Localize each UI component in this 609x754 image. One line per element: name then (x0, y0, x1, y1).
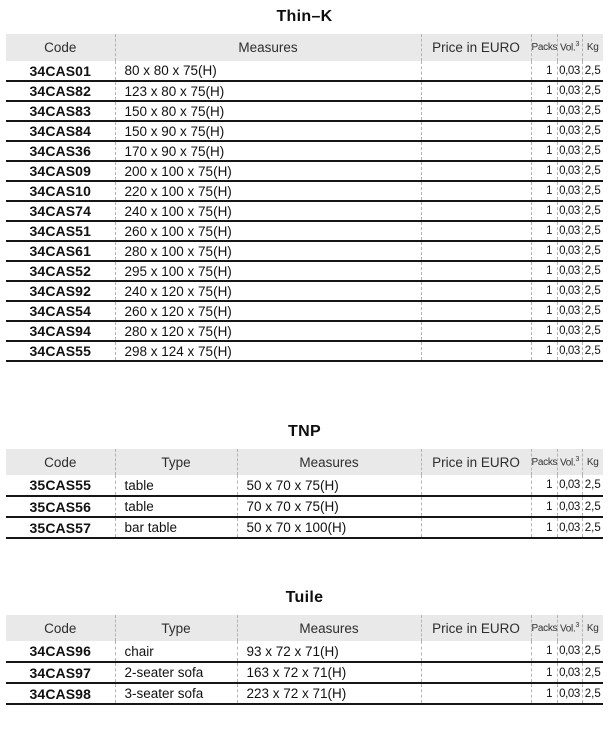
cell-vol: 0,03 (557, 201, 582, 221)
cell-type: chair (115, 641, 237, 662)
cell-measures: 220 x 100 x 75(H) (115, 181, 421, 201)
col-header-measures: Measures (115, 34, 421, 61)
cell-measures: 150 x 80 x 75(H) (115, 101, 421, 121)
col-header-packs: Packs (531, 34, 557, 61)
cell-measures: 200 x 100 x 75(H) (115, 161, 421, 181)
cell-vol: 0,03 (557, 61, 582, 81)
table-row (6, 101, 603, 121)
cell-vol: 0,03 (557, 241, 582, 261)
cell-kg: 2,5 (582, 662, 603, 683)
cell-price (421, 341, 531, 361)
cell-packs: 1 (531, 641, 557, 662)
table-row (6, 301, 603, 321)
table-row (6, 261, 603, 281)
cell-price (421, 201, 531, 221)
cell-vol: 0,03 (557, 301, 582, 321)
product-table-tuile (6, 615, 603, 705)
product-table-tnp (6, 449, 603, 539)
cell-kg: 2,5 (582, 341, 603, 361)
table-row (6, 475, 603, 496)
cell-price (421, 517, 531, 538)
col-header-price: Price in EURO (421, 615, 531, 641)
table-section-thin-k (0, 7, 609, 362)
cell-measures: 280 x 100 x 75(H) (115, 241, 421, 261)
table-row (6, 496, 603, 517)
cell-vol: 0,03 (557, 101, 582, 121)
cell-packs: 1 (531, 475, 557, 496)
vol-superscript: 3 (575, 455, 580, 463)
cell-price (421, 101, 531, 121)
cell-vol: 0,03 (557, 496, 582, 517)
cell-kg: 2,5 (582, 201, 603, 221)
cell-code: 34CAS94 (6, 321, 115, 341)
cell-price (421, 321, 531, 341)
cell-code: 34CAS55 (6, 341, 115, 361)
cell-kg: 2,5 (582, 517, 603, 538)
cell-vol: 0,03 (557, 221, 582, 241)
cell-vol: 0,03 (557, 161, 582, 181)
cell-price (421, 281, 531, 301)
cell-price (421, 496, 531, 517)
table-row (6, 321, 603, 341)
vol-label: Vol. (559, 42, 576, 54)
col-header-vol (557, 449, 582, 475)
cell-packs: 1 (531, 496, 557, 517)
cell-code: 34CAS36 (6, 141, 115, 161)
table-section-tuile (0, 588, 609, 705)
cell-vol: 0,03 (557, 281, 582, 301)
cell-packs: 1 (531, 341, 557, 361)
cell-measures: 50 x 70 x 100(H) (237, 517, 421, 538)
cell-packs: 1 (531, 281, 557, 301)
table-row (6, 517, 603, 538)
table-row (6, 641, 603, 662)
cell-code: 34CAS82 (6, 81, 115, 101)
table-title: TNP (288, 423, 321, 440)
cell-measures: 223 x 72 x 71(H) (237, 683, 421, 704)
cell-measures: 240 x 100 x 75(H) (115, 201, 421, 221)
cell-kg: 2,5 (582, 101, 603, 121)
cell-measures: 93 x 72 x 71(H) (237, 641, 421, 662)
cell-code: 34CAS09 (6, 161, 115, 181)
cell-measures: 260 x 120 x 75(H) (115, 301, 421, 321)
cell-code: 35CAS57 (6, 517, 115, 538)
table-row (6, 221, 603, 241)
cell-kg: 2,5 (582, 261, 603, 281)
col-header-price: Price in EURO (421, 34, 531, 61)
cell-code: 34CAS83 (6, 101, 115, 121)
cell-vol: 0,03 (557, 662, 582, 683)
header-row (6, 615, 603, 641)
cell-vol: 0,03 (557, 321, 582, 341)
cell-code: 35CAS55 (6, 475, 115, 496)
cell-price (421, 301, 531, 321)
header-row (6, 449, 603, 475)
cell-kg: 2,5 (582, 321, 603, 341)
cell-code: 35CAS56 (6, 496, 115, 517)
cell-vol: 0,03 (557, 121, 582, 141)
cell-kg: 2,5 (582, 181, 603, 201)
cell-code: 34CAS96 (6, 641, 115, 662)
table-row (6, 201, 603, 221)
table-title: Thin–K (276, 8, 333, 25)
vol-superscript: 3 (575, 621, 580, 629)
cell-type: table (115, 475, 237, 496)
cell-code: 34CAS92 (6, 281, 115, 301)
col-header-code: Code (6, 34, 115, 61)
table-section-tnp (0, 422, 609, 539)
cell-type: 2-seater sofa (115, 662, 237, 683)
cell-packs: 1 (531, 517, 557, 538)
table-row (6, 662, 603, 683)
col-header-price: Price in EURO (421, 449, 531, 475)
cell-price (421, 121, 531, 141)
col-header-vol (557, 615, 582, 641)
col-header-type: Type (115, 449, 237, 475)
col-header-kg: Kg (582, 449, 603, 475)
col-header-measures: Measures (237, 449, 421, 475)
cell-kg: 2,5 (582, 496, 603, 517)
table-row (6, 341, 603, 361)
product-table-thin-k (6, 34, 603, 362)
cell-packs: 1 (531, 683, 557, 704)
cell-measures: 240 x 120 x 75(H) (115, 281, 421, 301)
cell-kg: 2,5 (582, 475, 603, 496)
cell-kg: 2,5 (582, 161, 603, 181)
cell-packs: 1 (531, 81, 557, 101)
table-row (6, 141, 603, 161)
cell-vol: 0,03 (557, 683, 582, 704)
cell-vol: 0,03 (557, 641, 582, 662)
cell-code: 34CAS84 (6, 121, 115, 141)
cell-code: 34CAS97 (6, 662, 115, 683)
vol-label: Vol. (559, 457, 576, 469)
cell-price (421, 221, 531, 241)
cell-vol: 0,03 (557, 181, 582, 201)
col-header-type: Type (115, 615, 237, 641)
cell-code: 34CAS98 (6, 683, 115, 704)
cell-kg: 2,5 (582, 141, 603, 161)
col-header-code: Code (6, 449, 115, 475)
col-header-measures: Measures (237, 615, 421, 641)
cell-price (421, 261, 531, 281)
vol-superscript: 3 (575, 41, 580, 49)
cell-measures: 170 x 90 x 75(H) (115, 141, 421, 161)
col-header-vol (557, 34, 582, 61)
cell-packs: 1 (531, 61, 557, 81)
cell-measures: 70 x 70 x 75(H) (237, 496, 421, 517)
cell-code: 34CAS74 (6, 201, 115, 221)
cell-packs: 1 (531, 221, 557, 241)
header-row (6, 34, 603, 61)
col-header-packs: Packs (531, 449, 557, 475)
table-row (6, 181, 603, 201)
cell-measures: 50 x 70 x 75(H) (237, 475, 421, 496)
table-row (6, 61, 603, 81)
cell-code: 34CAS61 (6, 241, 115, 261)
cell-packs: 1 (531, 141, 557, 161)
cell-price (421, 161, 531, 181)
cell-vol: 0,03 (557, 341, 582, 361)
cell-kg: 2,5 (582, 121, 603, 141)
cell-packs: 1 (531, 181, 557, 201)
vol-label: Vol. (559, 623, 576, 635)
cell-measures: 280 x 120 x 75(H) (115, 321, 421, 341)
cell-price (421, 81, 531, 101)
table-row (6, 683, 603, 704)
cell-code: 34CAS10 (6, 181, 115, 201)
cell-kg: 2,5 (582, 641, 603, 662)
cell-vol: 0,03 (557, 141, 582, 161)
cell-measures: 163 x 72 x 71(H) (237, 662, 421, 683)
cell-packs: 1 (531, 121, 557, 141)
cell-price (421, 61, 531, 81)
cell-packs: 1 (531, 261, 557, 281)
cell-code: 34CAS51 (6, 221, 115, 241)
cell-price (421, 662, 531, 683)
cell-packs: 1 (531, 662, 557, 683)
table-row (6, 81, 603, 101)
cell-packs: 1 (531, 321, 557, 341)
cell-measures: 80 x 80 x 75(H) (115, 61, 421, 81)
table-row (6, 241, 603, 261)
table-row (6, 121, 603, 141)
cell-measures: 260 x 100 x 75(H) (115, 221, 421, 241)
cell-price (421, 683, 531, 704)
col-header-kg: Kg (582, 615, 603, 641)
cell-type: 3-seater sofa (115, 683, 237, 704)
cell-packs: 1 (531, 101, 557, 121)
cell-price (421, 475, 531, 496)
cell-type: bar table (115, 517, 237, 538)
cell-measures: 123 x 80 x 75(H) (115, 81, 421, 101)
cell-kg: 2,5 (582, 301, 603, 321)
cell-measures: 295 x 100 x 75(H) (115, 261, 421, 281)
cell-code: 34CAS52 (6, 261, 115, 281)
cell-packs: 1 (531, 161, 557, 181)
cell-packs: 1 (531, 201, 557, 221)
cell-code: 34CAS01 (6, 61, 115, 81)
cell-type: table (115, 496, 237, 517)
cell-price (421, 141, 531, 161)
cell-vol: 0,03 (557, 517, 582, 538)
col-header-kg: Kg (582, 34, 603, 61)
cell-vol: 0,03 (557, 475, 582, 496)
table-row (6, 281, 603, 301)
cell-kg: 2,5 (582, 221, 603, 241)
cell-kg: 2,5 (582, 241, 603, 261)
cell-kg: 2,5 (582, 281, 603, 301)
cell-kg: 2,5 (582, 683, 603, 704)
table-title: Tuile (285, 589, 324, 606)
cell-price (421, 241, 531, 261)
cell-measures: 150 x 90 x 75(H) (115, 121, 421, 141)
col-header-code: Code (6, 615, 115, 641)
cell-code: 34CAS54 (6, 301, 115, 321)
cell-packs: 1 (531, 301, 557, 321)
cell-kg: 2,5 (582, 61, 603, 81)
col-header-packs: Packs (531, 615, 557, 641)
cell-price (421, 641, 531, 662)
cell-kg: 2,5 (582, 81, 603, 101)
table-row (6, 161, 603, 181)
cell-vol: 0,03 (557, 261, 582, 281)
cell-price (421, 181, 531, 201)
cell-vol: 0,03 (557, 81, 582, 101)
cell-measures: 298 x 124 x 75(H) (115, 341, 421, 361)
cell-packs: 1 (531, 241, 557, 261)
